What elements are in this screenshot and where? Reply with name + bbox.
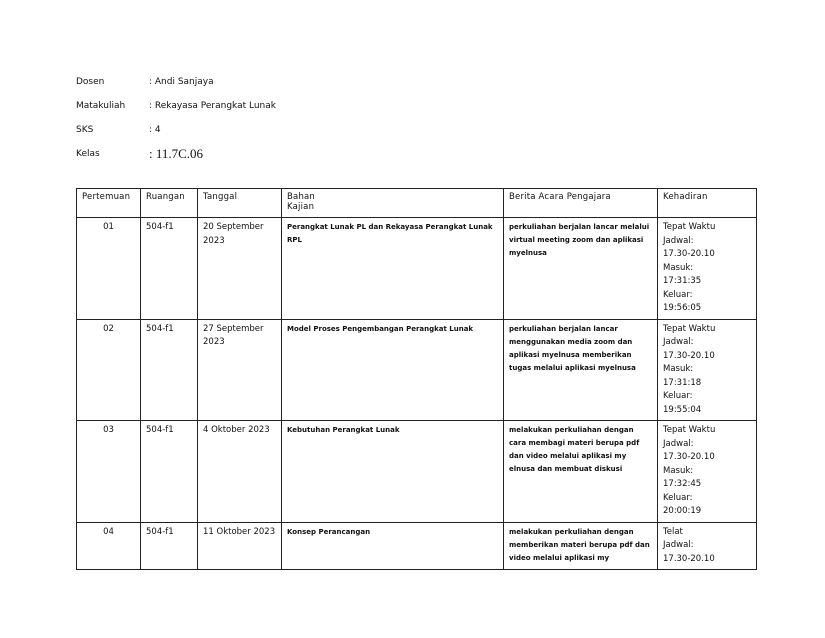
cell-berita-acara: melakukan perkuliahan dengan cara membagi materi berupa pdf dan video melalui aplikasi my elnusa dan membuat diskusi	[504, 421, 658, 523]
table-row	[77, 421, 757, 523]
cell-ruangan: 504-f1	[141, 319, 198, 421]
cell-kehadiran: Telat Jadwal: 17.30-20.10	[658, 522, 757, 570]
cell-tanggal: 11 Oktober 2023	[198, 522, 282, 570]
cell-tanggal: 27 September 2023	[198, 319, 282, 421]
cell-ruangan: 504-f1	[141, 522, 198, 570]
dosen-label: Dosen	[76, 77, 105, 87]
cell-bahan-kajian: Konsep Perancangan	[282, 522, 504, 570]
cell-berita-acara: perkuliahan berjalan lancar melalui virtual meeting zoom dan aplikasi myelnusa	[504, 218, 658, 320]
col-header-pertemuan: Pertemuan	[77, 189, 141, 218]
cell-kehadiran: Tepat Waktu Jadwal: 17.30-20.10 Masuk: 17:31:35 Keluar: 19:56:05	[658, 218, 757, 320]
col-header-bahan-kajian: Bahan Kajian	[282, 189, 504, 218]
table-row	[77, 522, 757, 570]
sks-label: SKS	[76, 125, 94, 135]
attendance-table	[76, 188, 757, 570]
table-header-row	[77, 189, 757, 218]
col-header-kehadiran: Kehadiran	[658, 189, 757, 218]
cell-berita-acara: perkuliahan berjalan lancar menggunakan media zoom dan aplikasi myelnusa memberikan tugas melalui aplikasi myelnusa	[504, 319, 658, 421]
sks-value: : 4	[149, 125, 161, 135]
matakuliah-value: : Rekayasa Perangkat Lunak	[149, 101, 276, 111]
dosen-value: : Andi Sanjaya	[149, 77, 214, 87]
cell-pertemuan: 03	[77, 421, 141, 523]
matakuliah-label: Matakuliah	[76, 101, 126, 111]
cell-tanggal: 4 Oktober 2023	[198, 421, 282, 523]
cell-tanggal: 20 September 2023	[198, 218, 282, 320]
col-header-tanggal: Tanggal	[198, 189, 282, 218]
col-header-berita-acara: Berita Acara Pengajara	[504, 189, 658, 218]
kelas-value: : 11.7C.06	[149, 146, 204, 161]
cell-berita-acara: melakukan perkuliahan dengan memberikan materi berupa pdf dan video melalui aplikasi my	[504, 522, 658, 570]
cell-pertemuan: 02	[77, 319, 141, 421]
cell-pertemuan: 01	[77, 218, 141, 320]
col-header-ruangan: Ruangan	[141, 189, 198, 218]
cell-kehadiran: Tepat Waktu Jadwal: 17.30-20.10 Masuk: 17:31:18 Keluar: 19:55:04	[658, 319, 757, 421]
cell-bahan-kajian: Model Proses Pengembangan Perangkat Lunak	[282, 319, 504, 421]
kelas-label: Kelas	[76, 149, 100, 159]
table-row	[77, 319, 757, 421]
cell-kehadiran: Tepat Waktu Jadwal: 17.30-20.10 Masuk: 17:32:45 Keluar: 20:00:19	[658, 421, 757, 523]
table-row	[77, 218, 757, 320]
cell-bahan-kajian: Perangkat Lunak PL dan Rekayasa Perangkat Lunak RPL	[282, 218, 504, 320]
cell-bahan-kajian: Kebutuhan Perangkat Lunak	[282, 421, 504, 523]
cell-ruangan: 504-f1	[141, 421, 198, 523]
cell-pertemuan: 04	[77, 522, 141, 570]
cell-ruangan: 504-f1	[141, 218, 198, 320]
